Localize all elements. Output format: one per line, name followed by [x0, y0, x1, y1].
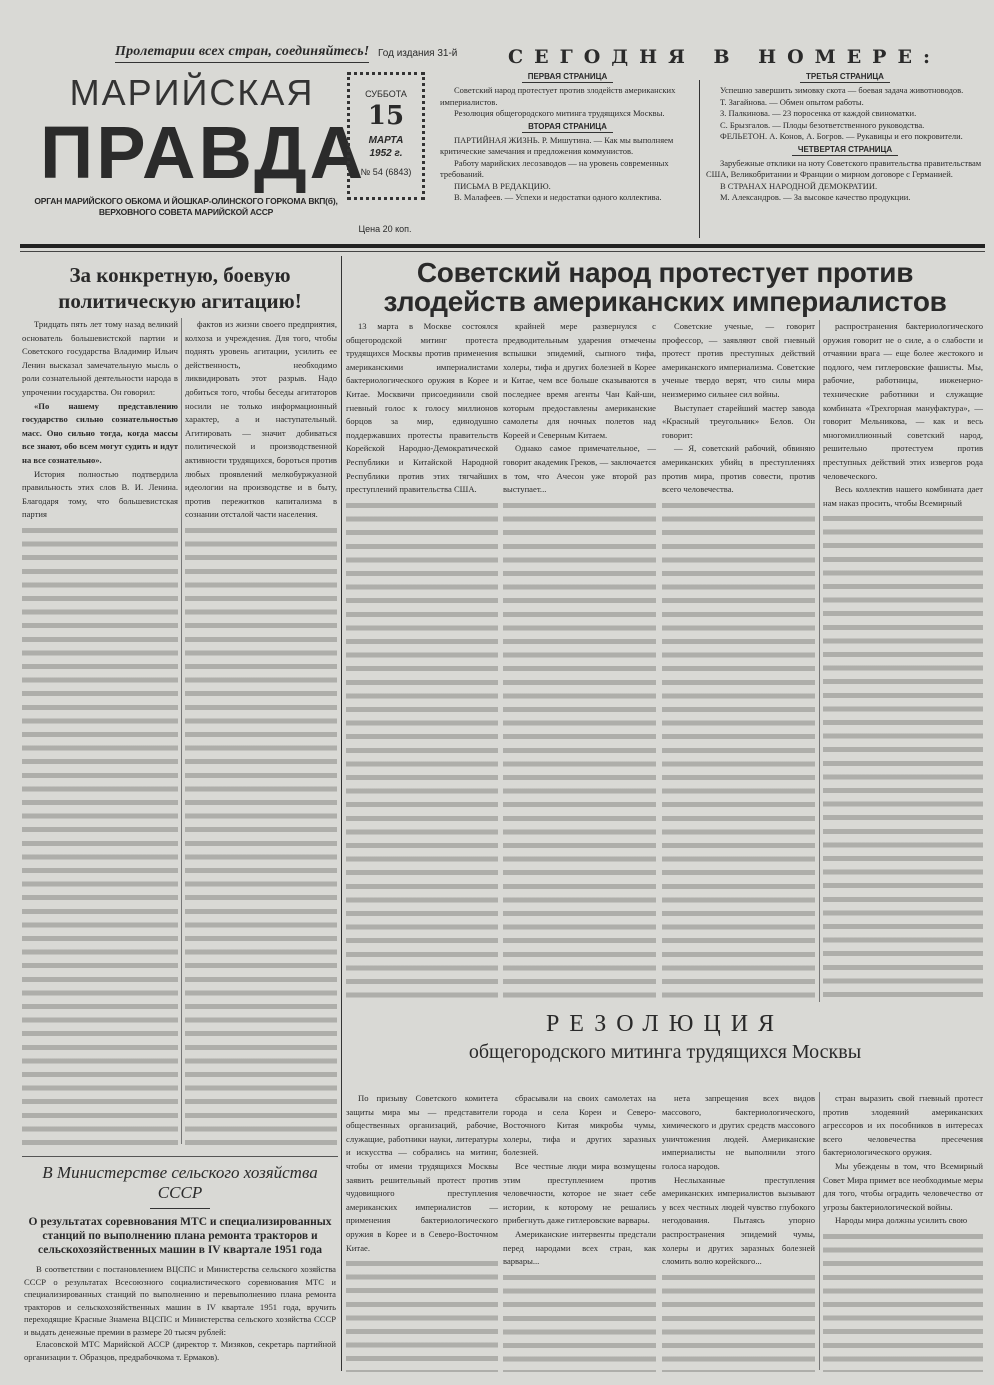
short-rule [150, 1208, 210, 1209]
contents-item: Резолюция общегородского митинга трудящихся Москвы. [454, 108, 665, 118]
contents-item: В. Малафеев. — Успехи и недостатки одного коллектива. [454, 192, 662, 202]
contents-item: Советский народ протестует против злодейств американских империалистов. [440, 85, 676, 107]
paragraph: Все честные люди мира возмущены этим преступлением против человечности, которое не знает себе истории, к которому не решались прибегнуть даже гитлеровские варвары. [503, 1160, 656, 1226]
contents-right [706, 70, 984, 204]
paragraph: нета запрещения всех видов массового, бактериологического, химического и других средств массового уничтожения людей. Американские империалисты не выполнили этого голоса народов. [662, 1093, 815, 1171]
masthead-rule-thin [20, 251, 985, 252]
paragraph: История полностью подтвердила правильность этих слов В. И. Ленина. Благодаря тому, что большевистская партия [22, 468, 178, 520]
paragraph: По призыву Советского комитета защиты мира мы — представители общественных организаций, рабочие, служащие, работники науки, литературы и искусства — собрались на митинг, чтобы от имени трудящихся Москвы заявить решительный протест против чудовищного преступления американских империалистов — применения бактериологического оружия в Корее и в Северо-Восточном Китае. [346, 1093, 498, 1253]
paragraph: крайней мере развернулся с предводительным ударения отмечены вспышки эпидемий, сыпного тифа, холеры, тифа и других болезней в Корее и Китае, чем все больше сказываются в последнее время агенты Чан Кай-ши, которым предоставлены американские самолеты для ночных полетов над Кореей и Северным Китаем. [503, 321, 656, 440]
ministry-block [22, 1156, 338, 1363]
paragraph: Весь коллектив нашего комбината дает нам наказ просить, чтобы Всемирный [823, 484, 983, 508]
contents-item: ПАРТИЙНАЯ ЖИЗНЬ. Р. Мишутина. — Как мы выполняем критические замечания и предложения коммунистов. [440, 134, 674, 156]
paragraph: Тридцать пять лет тому назад великий основатель большевистской партии и Советского государства Владимир Ильич Ленин высказал замечательную мысль о роли сознательной деятельности народа в упрочении государства. Он говорил: [22, 319, 178, 397]
editorial-column-2 [185, 318, 337, 1146]
paragraph: стран выразить свой гневный протест против злодеяний американских агрессоров и их пособников в интересах всего человечества пресечения бактериологического оружия. [823, 1093, 983, 1158]
column-divider [819, 320, 820, 1002]
main-column-2 [503, 320, 656, 1002]
paragraph: Еласовской МТС Марийской АССР (директор т. Мизяков, секретарь партийной организации т. Образцов, предрабочкома т. Ермаков). [24, 1339, 336, 1362]
text-continuation [185, 524, 337, 1146]
text-continuation [22, 524, 178, 1146]
contents-item: Работу марийских лесозаводов — на уровень современных требований. [440, 157, 669, 179]
resolution-column-1 [346, 1092, 498, 1372]
editorial-headline: За конкретную, боевую политическую агитацию! [58, 263, 302, 313]
paragraph: 13 марта в Москве состоялся общегородской митинг протеста трудящихся Москвы против применения американскими империалистами бактериологического оружия в Корее и Китае. Москвичи присоединили свой гневный голос к голосу миллионов борцов за мир, единодушно поддержавших протесты правительств Корейской Народно-Демократической Республики и Китайской Народной Республики против этих тягчайших преступлений правительства США. [346, 321, 498, 495]
date-day: 15 [367, 101, 405, 131]
ministry-body [22, 1263, 338, 1363]
quote-paragraph: «По нашему представлению государство сильно сознательностью масс. Оно сильно тогда, когда массы все знают, обо всем могут судить и идут на все сознательно». [22, 400, 178, 465]
contents-item: ПИСЬМА В РЕДАКЦИЮ. [454, 180, 551, 191]
resolution-title: РЕЗОЛЮЦИЯ [545, 1011, 785, 1037]
ministry-headline: О результатах соревнования МТС и специализированных станций по выполнению плана ремонта тракторов и сельскохозяйственных машин в IV квартале 1951 года [28, 1216, 332, 1256]
contents-page1-label: ПЕРВАЯ СТРАНИЦА [522, 72, 614, 83]
contents-page3-label: ТРЕТЬЯ СТРАНИЦА [800, 72, 890, 83]
paragraph: распространения бактериологического оружия говорит не о силе, а о слабости и отчаянии врага — еще более жестокого и подлого, чем гитлеровские фашисты. Мы, рабочие, работницы, инженерно-технические работники и служащие комбината «Трехгорная мануфактура», — говорит Мельникова, — как и весь многомиллионный советский народ, решительно протестуем против преступных действий этих извергов рода человеческого. [823, 321, 983, 481]
text-continuation [346, 499, 498, 1002]
contents-left [440, 70, 695, 204]
text-continuation [503, 499, 656, 1002]
column-divider [819, 1092, 820, 1370]
text-continuation [662, 499, 815, 1002]
paragraph: фактов из жизни своего предприятия, колхоза и учреждения. Для того, чтобы поднять уровень агитации, усилить ее действенность, необходимо ликвидировать этот разрыв. Надо добиться того, чтобы беседы агитаторов носили не только информационный характер, а и наступательный. Агитировать — значит добиваться политической и производственной активности трудящихся, бороться против любых проявлений мелкобуржуазной идеологии на производстве и в быту, против пережитков капитализма в сознании отсталой части населения. [185, 319, 337, 520]
paragraph: Народы мира должны усилить свою [835, 1215, 968, 1226]
column-divider [341, 256, 342, 1371]
resolution-column-3 [662, 1092, 815, 1372]
contents-item: З. Палкинова. — 23 поросенка от каждой свиноматки. [720, 108, 917, 118]
contents-item: Зарубежные отклики на ноту Советского правительства правительствам США, Великобритании и Франции о мирном договоре с Германией. [706, 157, 982, 179]
date-weekday: СУББОТА [365, 89, 407, 99]
ministry-section-title: В Министерстве сельского хозяйства СССР [42, 1163, 318, 1202]
paragraph: сбрасывали на своих самолетах на города и села Кореи и Северо-Восточного Китая микробы чумы, холеры, тифа и других заразных болезней. [503, 1093, 656, 1158]
newspaper-title-line1: МАРИЙСКАЯ [69, 72, 315, 113]
contents-page2-label: ВТОРАЯ СТРАНИЦА [522, 122, 613, 133]
contents-item: Т. Загайнова. — Обмен опытом работы. [720, 96, 864, 107]
main-headline: Советский народ протестует против злодейств американских империалистов [383, 257, 947, 317]
price: Цена 20 коп. [358, 224, 412, 234]
resolution-subtitle: общегородского митинга трудящихся Москвы [468, 1041, 862, 1063]
contents-item: С. Брызгалов. — Плоды безответственного руководства. [720, 119, 925, 130]
issue-number: № 54 (6843) [360, 167, 412, 177]
paragraph: Однако самое примечательное, — говорит академик Греков, — заключается в том, что Ачесон уже второй раз выступает... [503, 443, 656, 495]
paragraph: — Я, советский рабочий, обвиняю американских убийц в преступлениях против мира, против совести, против всего человечества. [662, 443, 815, 495]
contents-title: СЕГОДНЯ В НОМЕРЕ: [508, 46, 941, 68]
column-divider [181, 318, 182, 1144]
publication-year: Год издания 31-й [378, 48, 458, 59]
main-column-1 [346, 320, 498, 1002]
paragraph: Мы убеждены в том, что Всемирный Совет Мира примет все необходимые меры для того, чтобы оградить человечество от угрозы бактериологической войны. [823, 1160, 983, 1212]
contents-item: ФЕЛЬЕТОН. А. Конов, А. Богров. — Рукавицы и его покровители. [720, 131, 963, 141]
paragraph: Выступает старейший мастер завода «Красный треугольник» Белов. Он говорит: [662, 402, 815, 440]
masthead-slogan: Пролетарии всех стран, соединяйтесь! [115, 44, 369, 63]
organ-line1: ОРГАН МАРИЙСКОГО ОБКОМА И ЙОШКАР-ОЛИНСКОГО ГОРКОМА ВКП(б), [34, 196, 338, 206]
date-month: МАРТА [368, 135, 404, 146]
masthead-rule [20, 244, 985, 248]
contents-item: М. Александров. — За высокое качество продукции. [720, 192, 911, 202]
text-continuation [662, 1271, 815, 1372]
contents-item: В СТРАНАХ НАРОДНОЙ ДЕМОКРАТИИ. [720, 180, 878, 191]
contents-divider [699, 80, 700, 238]
main-column-4 [823, 320, 983, 1002]
resolution-column-4 [823, 1092, 983, 1372]
newspaper-title-line2: ПРАВДА [40, 111, 367, 194]
paragraph: В соответствии с постановлением ВЦСПС и Министерства сельского хозяйства СССР о результатах Всесоюзного социалистического соревнования МТС и специализированных станций по выполнению и перевыполнению плана ремонта тракторов и сельскохозяйственных машин в IV квартале 1951 года, вручить переходящие Красные Знамена ВЦСПС и Министерства сельского хозяйства СССР и выдать денежные премии в размере 20 тысяч рублей: [24, 1264, 336, 1337]
editorial-column-1 [22, 318, 178, 1146]
date-box [347, 72, 425, 200]
text-continuation [823, 512, 983, 1002]
main-column-3 [662, 320, 815, 1002]
newspaper-organ [28, 196, 344, 218]
resolution-column-2 [503, 1092, 656, 1372]
date-year: 1952 г. [369, 148, 403, 159]
text-continuation [346, 1257, 498, 1372]
contents-page4-label: ЧЕТВЕРТАЯ СТРАНИЦА [792, 145, 898, 156]
section-rule [22, 1156, 338, 1157]
paragraph: Американские интервенты предстали перед народами всех стран, как варвары... [503, 1228, 656, 1267]
text-continuation [823, 1230, 983, 1372]
paragraph: Неслыханные преступления американских империалистов вызывают у всех честных людей чувство глубокого негодования. Пытаясь упорно распространения эпидемий чумы, холеры и других заразных болезней сломить волю корейского... [662, 1174, 815, 1267]
organ-line2: ВЕРХОВНОГО СОВЕТА МАРИЙСКОЙ АССР [98, 207, 274, 217]
resolution-heading [345, 1010, 985, 1064]
text-continuation [503, 1271, 656, 1372]
paragraph: Советские ученые, — говорит профессор, — заявляют свой гневный протест против преступных действий американского империализма. Советские ученые твердо верят, что силы мира неизмеримо сильнее сил войны. [662, 321, 815, 399]
contents-item: Успешно завершить зимовку скота — боевая задача животноводов. [720, 85, 964, 95]
